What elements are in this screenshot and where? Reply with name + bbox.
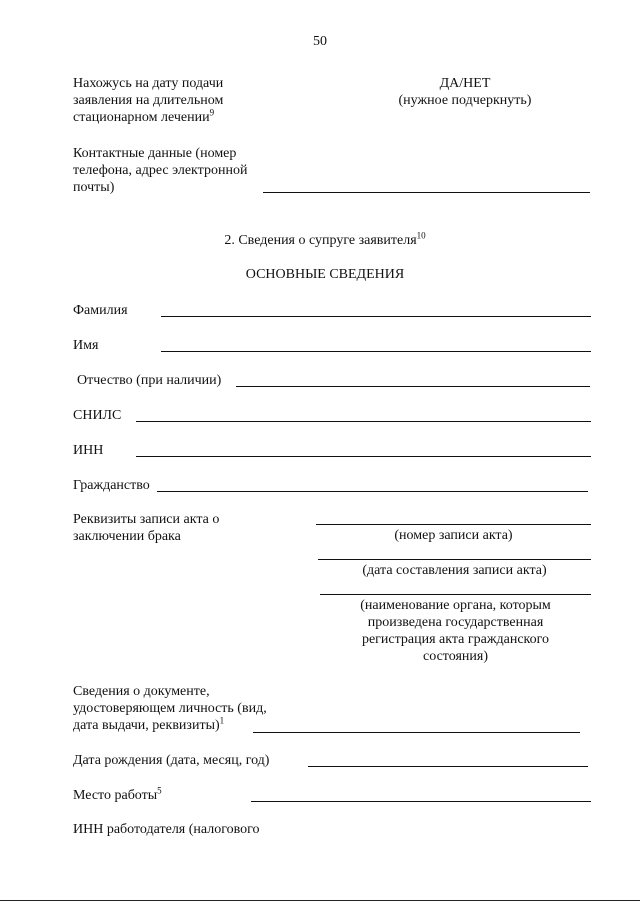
organ-caption-line: состояния) xyxy=(423,649,488,664)
organ-caption-line: регистрация акта гражданского xyxy=(361,632,550,647)
birth-date-label: Дата рождения (дата, месяц, год) xyxy=(73,753,270,768)
marriage-number-input-line[interactable] xyxy=(316,524,591,525)
organ-caption-line: (наименование органа, которым xyxy=(360,598,551,613)
workplace-input-line[interactable] xyxy=(251,801,591,802)
marriage-label xyxy=(73,511,293,545)
id-document-label-line: удостоверяющем личность (вид, xyxy=(73,701,267,716)
contacts-label-line: телефона, адрес электронной xyxy=(73,163,248,178)
id-document-input-line[interactable] xyxy=(253,732,580,733)
name-label: Имя xyxy=(73,338,99,353)
id-document-label-line: Сведения о документе, xyxy=(73,684,210,699)
page-number: 50 xyxy=(313,34,327,49)
section-title: 2. Сведения о супруге заявителя$^{10}$ xyxy=(224,230,426,248)
contacts-label-line: Контактные данные (номер xyxy=(73,146,237,161)
marriage-label-line: Реквизиты записи акта о xyxy=(73,512,220,527)
footnote-mark: 10 xyxy=(416,230,426,241)
contacts-label xyxy=(73,145,273,196)
hospital-label-line: Нахожусь на дату подачи xyxy=(73,76,224,91)
inn-input-line[interactable] xyxy=(136,456,591,457)
marriage-date-caption: (дата составления записи акта) xyxy=(362,563,547,578)
id-document-label-line: дата выдачи, реквизиты)$^1$ xyxy=(73,715,225,733)
patronymic-input-line[interactable] xyxy=(236,386,590,387)
snils-input-line[interactable] xyxy=(136,421,591,422)
footnote-mark: 1 xyxy=(219,715,225,726)
hospital-label xyxy=(73,75,273,126)
workplace-label: Место работы$^5$ xyxy=(73,785,162,803)
marriage-organ-input-line[interactable] xyxy=(320,594,591,595)
marriage-date-input-line[interactable] xyxy=(318,559,591,560)
surname-input-line[interactable] xyxy=(161,316,591,317)
birth-date-input-line[interactable] xyxy=(308,766,588,767)
hospital-answer-hint: (нужное подчеркнуть) xyxy=(398,93,532,108)
patronymic-label: Отчество (при наличии) xyxy=(77,373,222,388)
marriage-number-caption: (номер записи акта) xyxy=(394,528,513,543)
citizenship-input-line[interactable] xyxy=(157,491,588,492)
citizenship-label: Гражданство xyxy=(73,478,150,493)
marriage-label-line: заключении брака xyxy=(73,529,181,544)
contacts-label-line: почты) xyxy=(73,180,115,195)
surname-label: Фамилия xyxy=(73,303,128,318)
hospital-label-line: заявления на длительном xyxy=(73,93,224,108)
footnote-mark: 5 xyxy=(157,785,162,796)
section-subtitle: ОСНОВНЫЕ СВЕДЕНИЯ xyxy=(245,267,405,282)
hospital-answer[interactable]: ДА/НЕТ xyxy=(439,76,491,91)
employer-inn-label: ИНН работодателя (налогового xyxy=(73,822,260,837)
hospital-label-line: стационарном лечении$^9$ xyxy=(73,107,215,125)
inn-label: ИНН xyxy=(73,443,104,458)
page-bottom-edge xyxy=(0,900,640,901)
organ-caption-line: произведена государственная xyxy=(367,615,544,630)
name-input-line[interactable] xyxy=(161,351,591,352)
id-document-label xyxy=(73,683,313,734)
contacts-input-line[interactable] xyxy=(263,192,590,193)
footnote-mark: 9 xyxy=(209,107,215,118)
marriage-organ-caption xyxy=(320,597,591,665)
snils-label: СНИЛС xyxy=(73,408,122,423)
